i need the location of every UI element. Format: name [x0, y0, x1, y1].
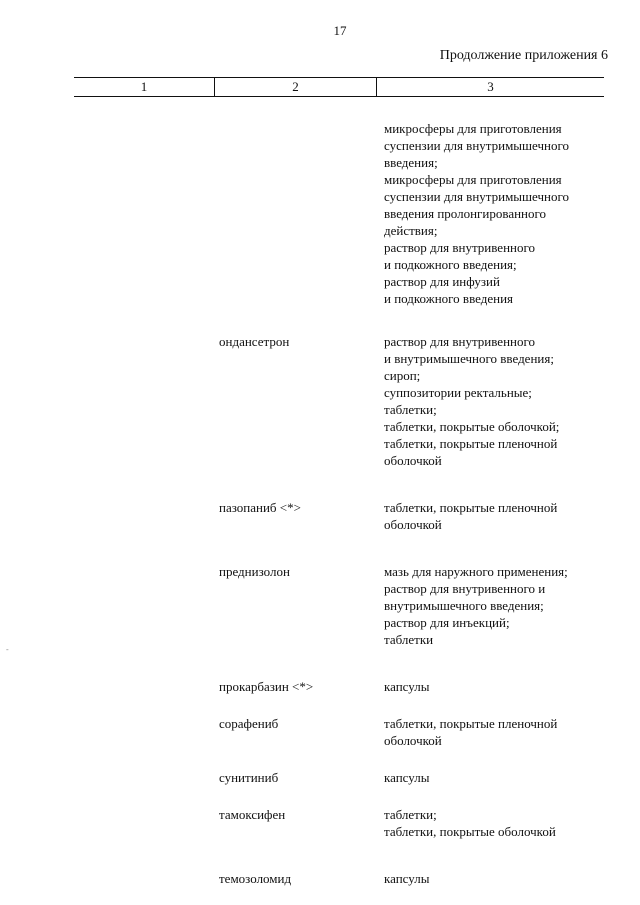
dosage-form-line: микросферы для приготовления — [384, 121, 562, 136]
dosage-form-line: таблетки; — [384, 807, 437, 822]
table-row — [0, 769, 640, 786]
table-row — [0, 870, 640, 887]
dosage-forms — [384, 563, 614, 648]
dosage-forms — [384, 870, 614, 887]
column-header-1: 1 — [74, 78, 215, 96]
dosage-form-line: суспензии для внутримышечного — [384, 138, 569, 153]
dosage-form-line: раствор для внутривенного и — [384, 581, 546, 596]
dosage-form-line: суспензии для внутримышечного — [384, 189, 569, 204]
dosage-form-line: оболочкой — [384, 453, 442, 468]
dosage-forms — [384, 499, 614, 533]
drug-name: прокарбазин <*> — [219, 679, 314, 694]
table-body — [0, 120, 640, 887]
margin-mark: - — [6, 645, 9, 654]
dosage-form-line: введения пролонгированного — [384, 206, 547, 221]
dosage-form-line: раствор для инъекций; — [384, 615, 510, 630]
dosage-form-line: таблетки, покрытые пленочной — [384, 436, 558, 451]
dosage-form-line: капсулы — [384, 871, 430, 886]
drug-name: преднизолон — [219, 564, 290, 579]
table-row — [0, 499, 640, 533]
dosage-form-line: таблетки, покрытые пленочной — [384, 500, 558, 515]
table-row — [0, 715, 640, 749]
dosage-form-line: и внутримышечного введения; — [384, 351, 554, 366]
table-row — [0, 678, 640, 695]
drug-name: пазопаниб <*> — [219, 500, 301, 515]
dosage-form-line: оболочкой — [384, 733, 442, 748]
dosage-forms — [384, 715, 614, 749]
dosage-form-line: внутримышечного введения; — [384, 598, 544, 613]
drug-name: сунитиниб — [219, 770, 279, 785]
table-row — [0, 806, 640, 840]
page-number: 17 — [333, 23, 347, 38]
dosage-form-line: действия; — [384, 223, 438, 238]
dosage-forms — [384, 120, 614, 307]
dosage-form-line: таблетки, покрытые пленочной — [384, 716, 558, 731]
drug-name: сорафениб — [219, 716, 279, 731]
table-row — [0, 563, 640, 648]
table-header — [74, 77, 604, 97]
drug-name: тамоксифен — [219, 807, 286, 822]
table-row — [0, 333, 640, 469]
continuation-label: Продолжение приложения 6 — [439, 48, 608, 63]
dosage-form-line: суппозитории ректальные; — [384, 385, 532, 400]
dosage-form-line: раствор для инфузий — [384, 274, 500, 289]
column-header-3: 3 — [487, 79, 494, 94]
dosage-form-line: мазь для наружного применения; — [384, 564, 568, 579]
dosage-form-line: раствор для внутривенного — [384, 240, 535, 255]
dosage-forms — [384, 769, 614, 786]
dosage-form-line: капсулы — [384, 679, 430, 694]
dosage-form-line: раствор для внутривенного — [384, 334, 535, 349]
dosage-form-line: введения; — [384, 155, 438, 170]
table-row — [0, 120, 640, 307]
dosage-forms — [384, 806, 614, 840]
dosage-form-line: оболочкой — [384, 517, 442, 532]
dosage-form-line: таблетки — [384, 632, 434, 647]
dosage-form-line: таблетки, покрытые оболочкой; — [384, 419, 560, 434]
dosage-form-line: и подкожного введения; — [384, 257, 517, 272]
dosage-form-line: таблетки, покрытые оболочкой — [384, 824, 556, 839]
dosage-forms — [384, 333, 614, 469]
dosage-form-line: таблетки; — [384, 402, 437, 417]
drug-name: темозоломид — [219, 871, 292, 886]
column-header-2: 2 — [215, 78, 377, 96]
dosage-forms — [384, 678, 614, 695]
dosage-form-line: сироп; — [384, 368, 421, 383]
dosage-form-line: капсулы — [384, 770, 430, 785]
dosage-form-line: и подкожного введения — [384, 291, 514, 306]
dosage-form-line: микросферы для приготовления — [384, 172, 562, 187]
drug-name: ондансетрон — [219, 334, 290, 349]
